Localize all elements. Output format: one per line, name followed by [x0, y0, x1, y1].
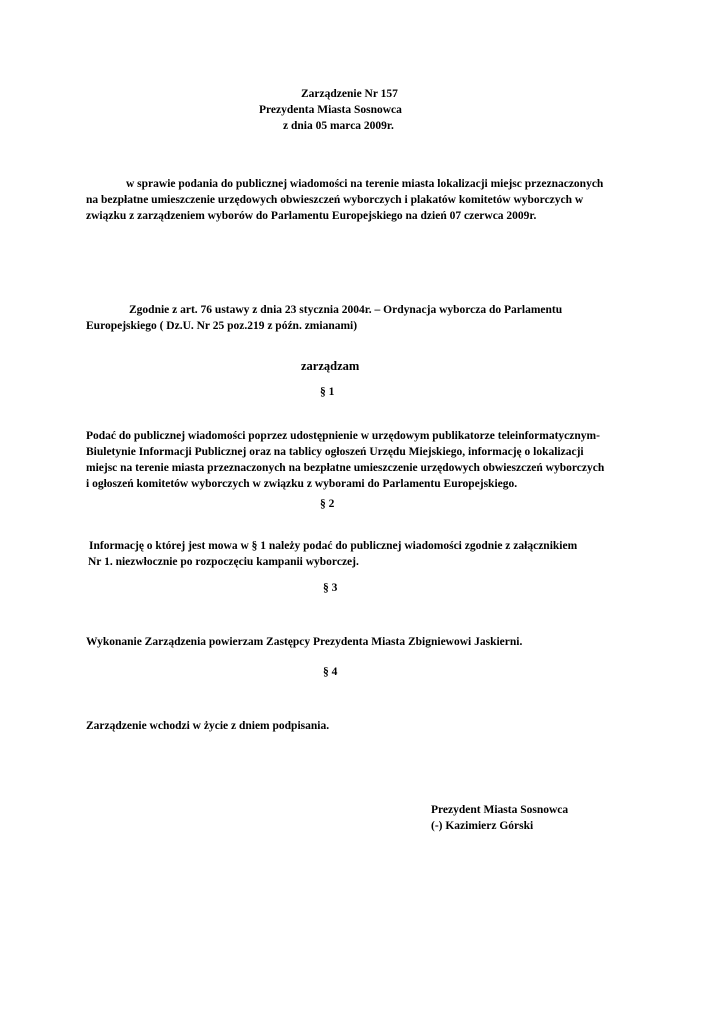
subject-line-2: na bezpłatne umieszczenie urzędowych obwieszczeń wyborczych i plakatów komitetów wyborczych w [86, 194, 584, 206]
section-2-heading: § 2 [320, 498, 335, 510]
section-2-line-2: Nr 1. niezwłocznie po rozpoczęciu kampanii wyborczej. [88, 556, 359, 568]
section-1-line-4: i ogłoszeń komitetów wyborczych w związku z wyborami do Parlamentu Europejskiego. [86, 478, 518, 490]
subject-line-1: w sprawie podania do publicznej wiadomości na terenie miasta lokalizacji miejsc przeznaczonych [126, 178, 604, 190]
section-3-heading: § 3 [323, 582, 338, 594]
section-4-heading: § 4 [323, 666, 338, 678]
section-1-line-2: Biuletynie Informacji Publicznej oraz na tablicy ogłoszeń Urzędu Miejskiego, informację o lokalizacji [86, 446, 584, 458]
subject-line-3: związku z zarządzeniem wyborów do Parlamentu Europejskiego na dzień 07 czerwca 2009r. [86, 210, 537, 222]
signature-title: Prezydent Miasta Sosnowca [431, 804, 569, 816]
legal-basis-line-2: Europejskiego ( Dz.U. Nr 25 poz.219 z późn. zmianami) [86, 320, 358, 332]
section-4-line-1: Zarządzenie wchodzi w życie z dniem podpisania. [86, 720, 330, 732]
signature-name: (-) Kazimierz Górski [431, 820, 534, 832]
decree-verb: zarządzam [301, 359, 360, 373]
legal-basis-line-1: Zgodnie z art. 76 ustawy z dnia 23 stycznia 2004r. – Ordynacja wyborcza do Parlamentu [129, 304, 563, 316]
issuer: Prezydenta Miasta Sosnowca [259, 104, 402, 116]
section-2-line-1: Informację o której jest mowa w § 1 należy podać do publicznej wiadomości zgodnie z załącznikiem [89, 540, 578, 552]
document-number: Zarządzenie Nr 157 [301, 88, 398, 100]
section-3-line-1: Wykonanie Zarządzenia powierzam Zastępcy Prezydenta Miasta Zbigniewowi Jaskierni. [86, 636, 523, 648]
section-1-line-3: miejsc na terenie miasta przeznaczonych na bezpłatne umieszczenie urzędowych obwieszczeń wyborczych [86, 462, 605, 474]
section-1-heading: § 1 [320, 386, 335, 398]
section-1-line-1: Podać do publicznej wiadomości poprzez udostępnienie w urzędowym publikatorze teleinformatycznym- [86, 430, 600, 442]
document-date: z dnia 05 marca 2009r. [283, 120, 394, 132]
